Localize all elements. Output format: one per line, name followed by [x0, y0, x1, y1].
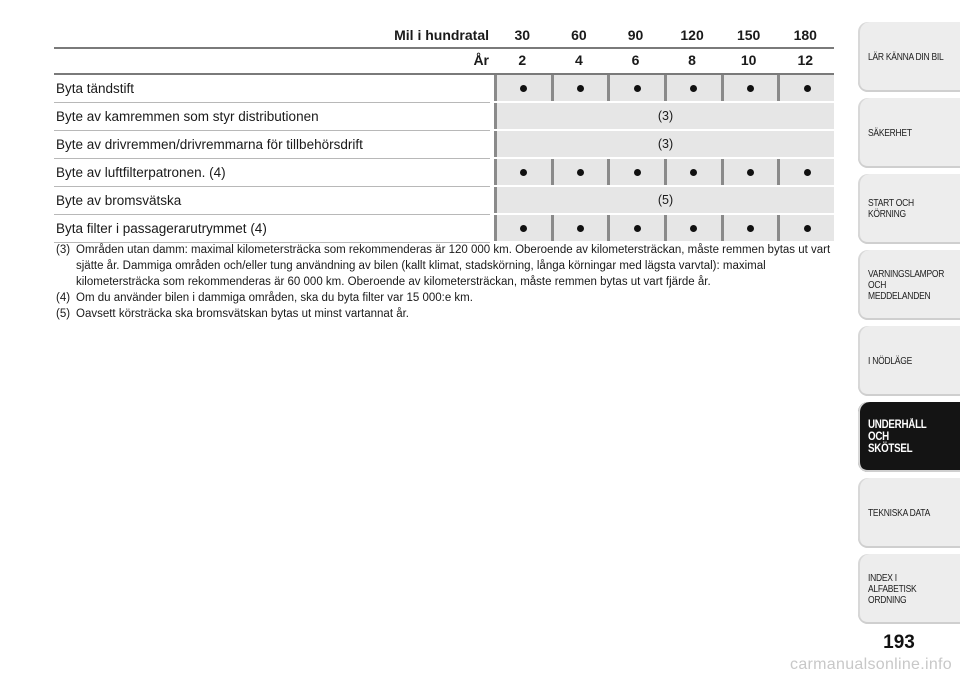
chapter-tab-label: START OCH KÖRNING [868, 198, 914, 220]
footnote-text: Oavsett körsträcka ska bromsvätskan bytas ut minst vartannat år. [76, 308, 409, 320]
chapter-tab-label: TEKNISKA DATA [868, 507, 931, 519]
table-body [56, 75, 834, 243]
mileage-value: 150 [736, 27, 761, 43]
service-dot-icon [747, 85, 754, 92]
year-value: 2 [518, 52, 527, 68]
footnote [56, 290, 836, 306]
year-value: 6 [631, 52, 640, 68]
year-values [494, 48, 834, 73]
mileage-value: 120 [680, 27, 704, 43]
mileage-value: 90 [627, 27, 644, 43]
chapter-tab[interactable] [858, 478, 960, 548]
table-row [56, 159, 834, 187]
mileage-value: 30 [514, 27, 531, 43]
service-dot-icon [804, 85, 811, 92]
interval-cell [721, 75, 778, 101]
row-label: Byte av luftfilterpatronen. (4) [56, 165, 226, 180]
service-dot-icon [577, 85, 584, 92]
year-value: 12 [797, 52, 814, 68]
footnote-text: Områden utan damm: maximal kilometersträcka som rekommenderas är 120 000 km. Oberoende av kilometersträckan, måste remmen bytas ut vart sjätte år. Dammiga områden och/eller tung användning av bilen (kallt klimat, stadskörning, långa körningar med lägsta varvtal): maximal kilometersträcka som rekommenderas är 60 000 km. Oberoende av kilometersträckan, måste remmen bytas ut vart fjärde år. [76, 244, 831, 288]
year-value: 10 [740, 52, 757, 68]
service-dot-icon [747, 225, 754, 232]
footnote [56, 242, 836, 290]
service-dot-icon [690, 85, 697, 92]
footnote-text: Om du använder bilen i dammiga områden, ska du byta filter var 15 000:e km. [76, 292, 473, 304]
table-row [56, 103, 834, 131]
service-dot-icon [520, 169, 527, 176]
chapter-tab-label: I NÖDLÄGE [868, 355, 913, 367]
footnote-number: (4) [56, 292, 71, 304]
service-dot-icon [690, 225, 697, 232]
interval-cell [551, 75, 608, 101]
table-row [56, 75, 834, 103]
chapter-tab-label: LÄR KÄNNA DIN BIL [868, 51, 944, 63]
service-dot-icon [520, 85, 527, 92]
chapter-tab-label: UNDERHÅLL OCH SKÖTSEL [868, 419, 927, 455]
row-label: Byte av bromsvätska [56, 193, 182, 208]
footnote-reference: (5) [494, 187, 834, 213]
chapter-tab[interactable] [858, 174, 960, 244]
footnotes [56, 242, 836, 322]
row-label: Byte av drivremmen/drivremmarna för tillbehörsdrift [56, 137, 363, 152]
mileage-value: 180 [793, 27, 817, 43]
service-dot-icon [634, 225, 641, 232]
mileage-label: Mil i hundratal [394, 27, 489, 43]
chapter-tab-label: VARNINGSLAMPOR OCH MEDDELANDEN [868, 268, 945, 302]
interval-cell [721, 215, 778, 241]
interval-cell [721, 159, 778, 185]
mileage-value: 60 [571, 27, 587, 43]
page-number: 193 [883, 632, 915, 653]
footnote-number: (3) [56, 244, 71, 256]
row-label: Byta filter i passagerarutrymmet (4) [56, 221, 267, 236]
service-dot-icon [634, 169, 641, 176]
maintenance-table [56, 23, 834, 243]
service-dot-icon [577, 225, 584, 232]
interval-cell [551, 159, 608, 185]
interval-cell [607, 215, 664, 241]
interval-cell [777, 159, 834, 185]
chapter-tab[interactable] [858, 250, 960, 320]
service-dot-icon [520, 225, 527, 232]
table-row [56, 187, 834, 215]
interval-cell [664, 215, 721, 241]
service-dot-icon [634, 85, 641, 92]
service-dot-icon [690, 169, 697, 176]
service-dot-icon [747, 169, 754, 176]
interval-cell [664, 75, 721, 101]
header-row-mileage [56, 23, 834, 48]
interval-cells [494, 159, 834, 185]
footnote-reference: (3) [494, 131, 834, 157]
chapter-tab-label: SÄKERHET [868, 127, 912, 139]
footnote-reference: (3) [494, 103, 834, 129]
watermark: carmanualsonline.info [790, 656, 952, 673]
chapter-tab[interactable] [858, 326, 960, 396]
row-label: Byta tändstift [56, 81, 135, 96]
chapter-tab-label: INDEX I ALFABETISK ORDNING [868, 572, 917, 606]
interval-cell [664, 159, 721, 185]
year-label: År [473, 52, 489, 68]
table-row [56, 131, 834, 159]
year-value: 8 [688, 52, 696, 68]
year-value: 4 [574, 52, 583, 68]
interval-cell [607, 75, 664, 101]
interval-cells [494, 215, 834, 241]
row-label: Byte av kamremmen som styr distributionen [56, 109, 319, 124]
interval-cell [777, 75, 834, 101]
service-dot-icon [577, 169, 584, 176]
chapter-tab[interactable] [858, 98, 960, 168]
interval-cell [494, 159, 551, 185]
service-dot-icon [804, 225, 811, 232]
table-row [56, 215, 834, 243]
interval-cell [607, 159, 664, 185]
chapter-tab[interactable] [858, 22, 960, 92]
chapter-tabs [858, 22, 960, 630]
interval-cell [777, 215, 834, 241]
mileage-values [494, 23, 834, 48]
interval-cells [494, 75, 834, 101]
header-row-years [56, 48, 834, 73]
chapter-tab[interactable] [858, 554, 960, 624]
interval-cell [494, 215, 551, 241]
interval-cell [551, 215, 608, 241]
footnote [56, 306, 836, 322]
footnote-number: (5) [56, 308, 71, 320]
service-dot-icon [804, 169, 811, 176]
chapter-tab[interactable] [858, 402, 960, 472]
interval-cell [494, 75, 551, 101]
